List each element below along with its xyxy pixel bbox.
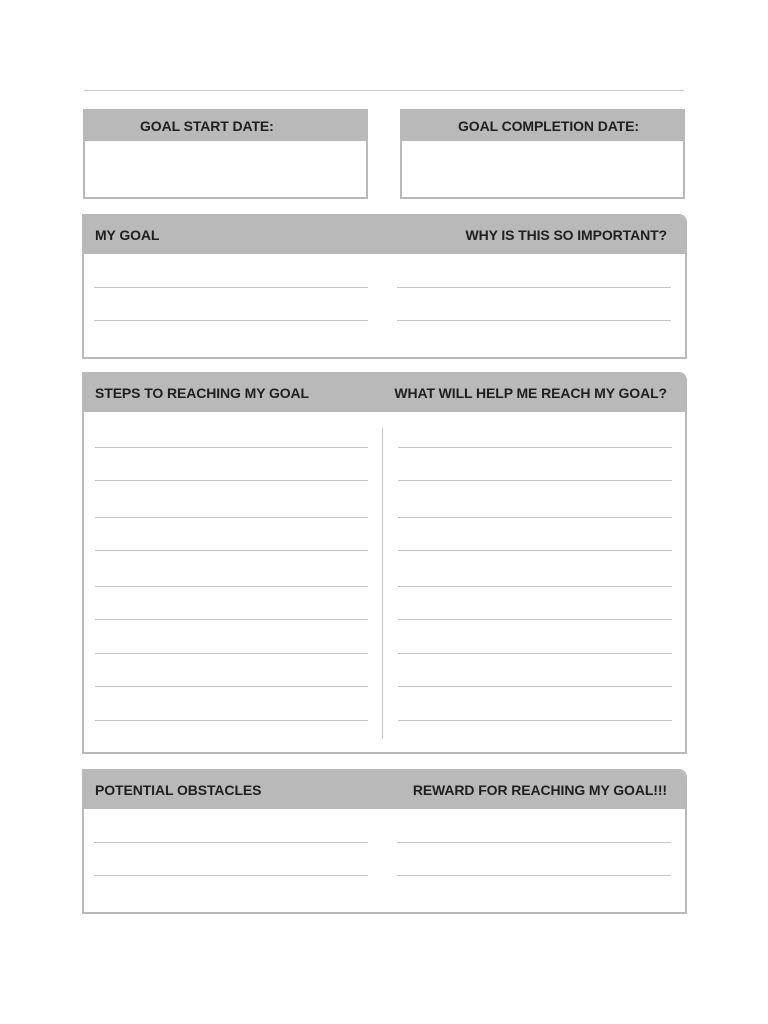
goal-start-date-field[interactable] [85, 141, 366, 197]
steps-header [84, 374, 685, 412]
writing-line[interactable] [398, 480, 672, 481]
writing-line[interactable] [397, 320, 671, 321]
writing-line[interactable] [398, 686, 672, 687]
writing-line[interactable] [95, 619, 368, 620]
steps-label: STEPS TO REACHING MY GOAL [95, 385, 310, 401]
writing-line[interactable] [397, 287, 671, 288]
why-important-label: WHY IS THIS SO IMPORTANT? [465, 227, 667, 243]
my-goal-section [82, 214, 687, 359]
writing-line[interactable] [398, 517, 672, 518]
writing-line[interactable] [95, 720, 368, 721]
reward-label: REWARD FOR REACHING MY GOAL!!! [412, 782, 667, 798]
goal-completion-date-header [402, 111, 683, 141]
goal-completion-date-field[interactable] [402, 141, 683, 197]
writing-line[interactable] [398, 720, 672, 721]
writing-line[interactable] [95, 550, 368, 551]
goal-start-date-label: GOAL START DATE: [140, 118, 274, 134]
writing-line[interactable] [95, 653, 368, 654]
writing-line[interactable] [95, 586, 368, 587]
top-divider [84, 90, 684, 91]
goal-start-date-box [83, 109, 368, 199]
writing-line[interactable] [398, 447, 672, 448]
writing-line[interactable] [95, 686, 368, 687]
goal-start-date-header [85, 111, 366, 141]
obstacles-label: POTENTIAL OBSTACLES [95, 782, 262, 798]
writing-line[interactable] [94, 842, 368, 843]
writing-line[interactable] [398, 586, 672, 587]
steps-section [82, 372, 687, 754]
writing-line[interactable] [397, 875, 671, 876]
writing-line[interactable] [398, 653, 672, 654]
goal-completion-date-label: GOAL COMPLETION DATE: [458, 118, 639, 134]
writing-line[interactable] [94, 875, 368, 876]
writing-line[interactable] [398, 550, 672, 551]
writing-line[interactable] [398, 619, 672, 620]
writing-line[interactable] [397, 842, 671, 843]
writing-line[interactable] [94, 320, 368, 321]
what-will-help-label: WHAT WILL HELP ME REACH MY GOAL? [394, 385, 667, 401]
my-goal-header [84, 216, 685, 254]
obstacles-section [82, 769, 687, 914]
obstacles-header [84, 771, 685, 809]
column-divider [382, 428, 383, 739]
writing-line[interactable] [95, 447, 368, 448]
writing-line[interactable] [95, 517, 368, 518]
my-goal-label: MY GOAL [95, 227, 160, 243]
writing-line[interactable] [94, 287, 368, 288]
writing-line[interactable] [95, 480, 368, 481]
goal-completion-date-box [400, 109, 685, 199]
